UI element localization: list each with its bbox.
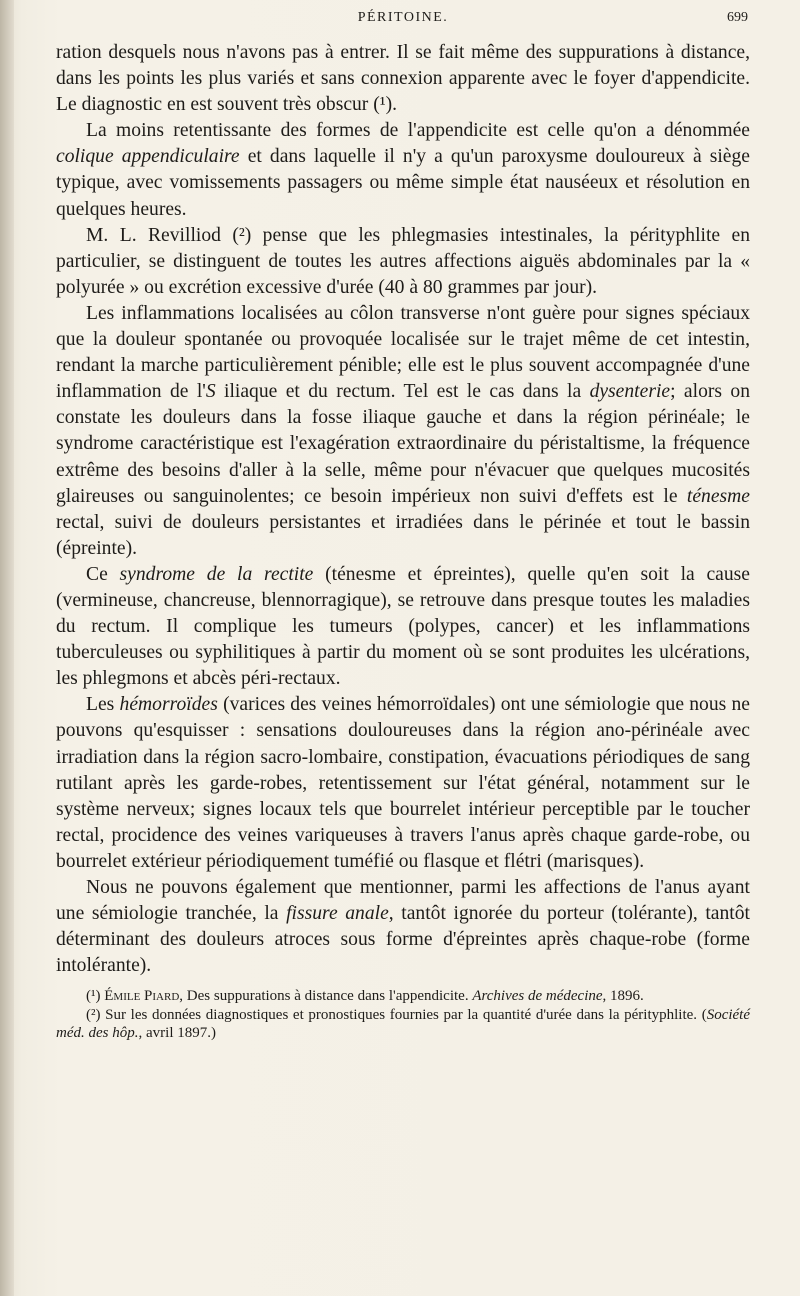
term-dysenterie: dysenterie [589,381,671,403]
footnote-1 [56,987,750,1006]
paragraph-1 [56,40,750,118]
paragraph-7-rest: , tantôt ignorée du porteur (tolérante), tantôt déterminant des douleurs atroces sous forme d'épreintes après chaque-robe (forme intolérante). [56,903,750,977]
paragraph-4-rest-2: ; alors on constate les douleurs dans la fosse iliaque gauche et dans la région périnéale; le syndrome caractéristique est l'exagération extraordinaire du péristaltisme, la fréquence extrême des besoins d'aller à la selle, même pour n'évacuer que quelques mucosités glaireuses ou sanguinolentes; ce besoin impérieux non suivi d'effets est le [56,381,750,507]
paragraph-4-rest: iliaque et du rectum. Tel est le cas dans la [215,381,590,403]
paragraph-3-text: M. L. Revilliod (²) pense que les phlegmasies intestinales, la pérityphlite en particulier, se distinguent de toutes les autres affections aiguës abdominales par la « polyurée » ou excrétion excessive d'urée (40 à 80 grammes par jour). [56,224,750,298]
paragraph-1-text: ration desquels nous n'avons pas à entrer. Il se fait même des suppurations à distance, dans les points les plus variés et sans connexion apparente avec le foyer d'appendicite. Le diagnostic en est souvent très obscur (¹). [56,42,750,116]
paragraph-4-text: Les inflammations localisées au côlon transverse n'ont guère pour signes spéciaux que la douleur spontanée ou provoquée localisée sur le trajet même de cet intestin, rendant la marche particulièrement pénible; elle est le plus souvent accompagnée d'une inflammation de l' [56,302,750,403]
footnote-1-journal: Archives de médecine [472,988,603,1005]
footnote-2-text: Sur les données diagnostiques et pronostiques fournies par la quantité d'urée dans la pérityphlite. ( [100,1006,707,1023]
paragraph-6-rest: (varices des veines hémorroïdales) ont une sémiologie que nous ne pouvons qu'esquisser : sensations douloureuses dans la région ano-périnéale avec irradiation dans la région sacro-lombaire, constipation, évacuations périodiques de sang rutilant après les garde-robes, retentissement sur l'état général, notamment sur le système nerveux; signes locaux tels que bourrelet intérieur perceptible par le toucher rectal, procidence des veines variqueuses à travers l'anus après chaque garde-robe, ou bourrelet extérieur périodiquement tuméfié ou flasque et flétri (marisques). [56,694,750,872]
page-number: 699 [727,10,748,25]
footnote-1-mark: (¹) [86,988,101,1005]
term-hemorroides: hémorroïdes [119,694,218,716]
paragraph-5-text: Ce [86,563,120,585]
footnotes [56,987,750,1043]
term-tenesme: ténesme [686,485,750,507]
paragraph-6 [56,692,750,875]
paragraph-7-text: Nous ne pouvons également que mentionner, parmi les affections de l'anus ayant une sémiologie tranchée, la [56,877,750,925]
paragraph-7 [56,875,750,979]
paragraph-5 [56,562,750,692]
paragraph-2-rest: et dans laquelle il n'y a qu'un paroxysme douloureux à siège typique, avec vomissements passagers ou même simple état nauséeux et résolution en quelques heures. [56,146,750,220]
footnote-1-author: Émile Piard [104,988,180,1005]
footnote-1-rest: , 1896. [602,988,644,1005]
term-syndrome-rectite: syndrome de la rectite [119,563,314,585]
body-text [56,40,750,979]
paragraph-2 [56,118,750,222]
paragraph-6-text: Les [86,694,120,716]
running-head [56,0,750,40]
paragraph-2-text: La moins retentissante des formes de l'appendicite est celle qu'on a dénommée [86,120,750,142]
footnote-2-rest: , avril 1897.) [138,1025,216,1042]
paragraph-5-rest: (ténesme et épreintes), quelle qu'en soit la cause (vermineuse, chancreuse, blennorragique), se retrouve dans presque toutes les maladies du rectum. Il complique les tumeurs (polypes, cancer) et les inflammations tuberculeuses ou syphilitiques à partir du moment où se sont produites les ulcérations, les phlegmons et abcès péri-rectaux. [56,563,750,690]
footnote-2-society: Société méd. des hôp. [56,1006,750,1042]
page-binding-edge [0,0,14,1296]
paragraph-3 [56,223,750,301]
term-fissure-anale: fissure anale [286,903,389,925]
paragraph-4-rest-3: rectal, suivi de douleurs persistantes et irradiées dans le périnée et tout le bassin (épreinte). [56,511,750,559]
term-colique-appendiculaire: colique appendiculaire [56,146,240,168]
running-title: PÉRITOINE. [357,10,449,25]
term-s-iliaque: S [205,381,216,403]
footnote-2-mark: (²) [86,1006,101,1023]
paragraph-4 [56,301,750,562]
footnote-1-text: , Des suppurations à distance dans l'appendicite. [179,988,473,1005]
footnote-2 [56,1006,750,1043]
